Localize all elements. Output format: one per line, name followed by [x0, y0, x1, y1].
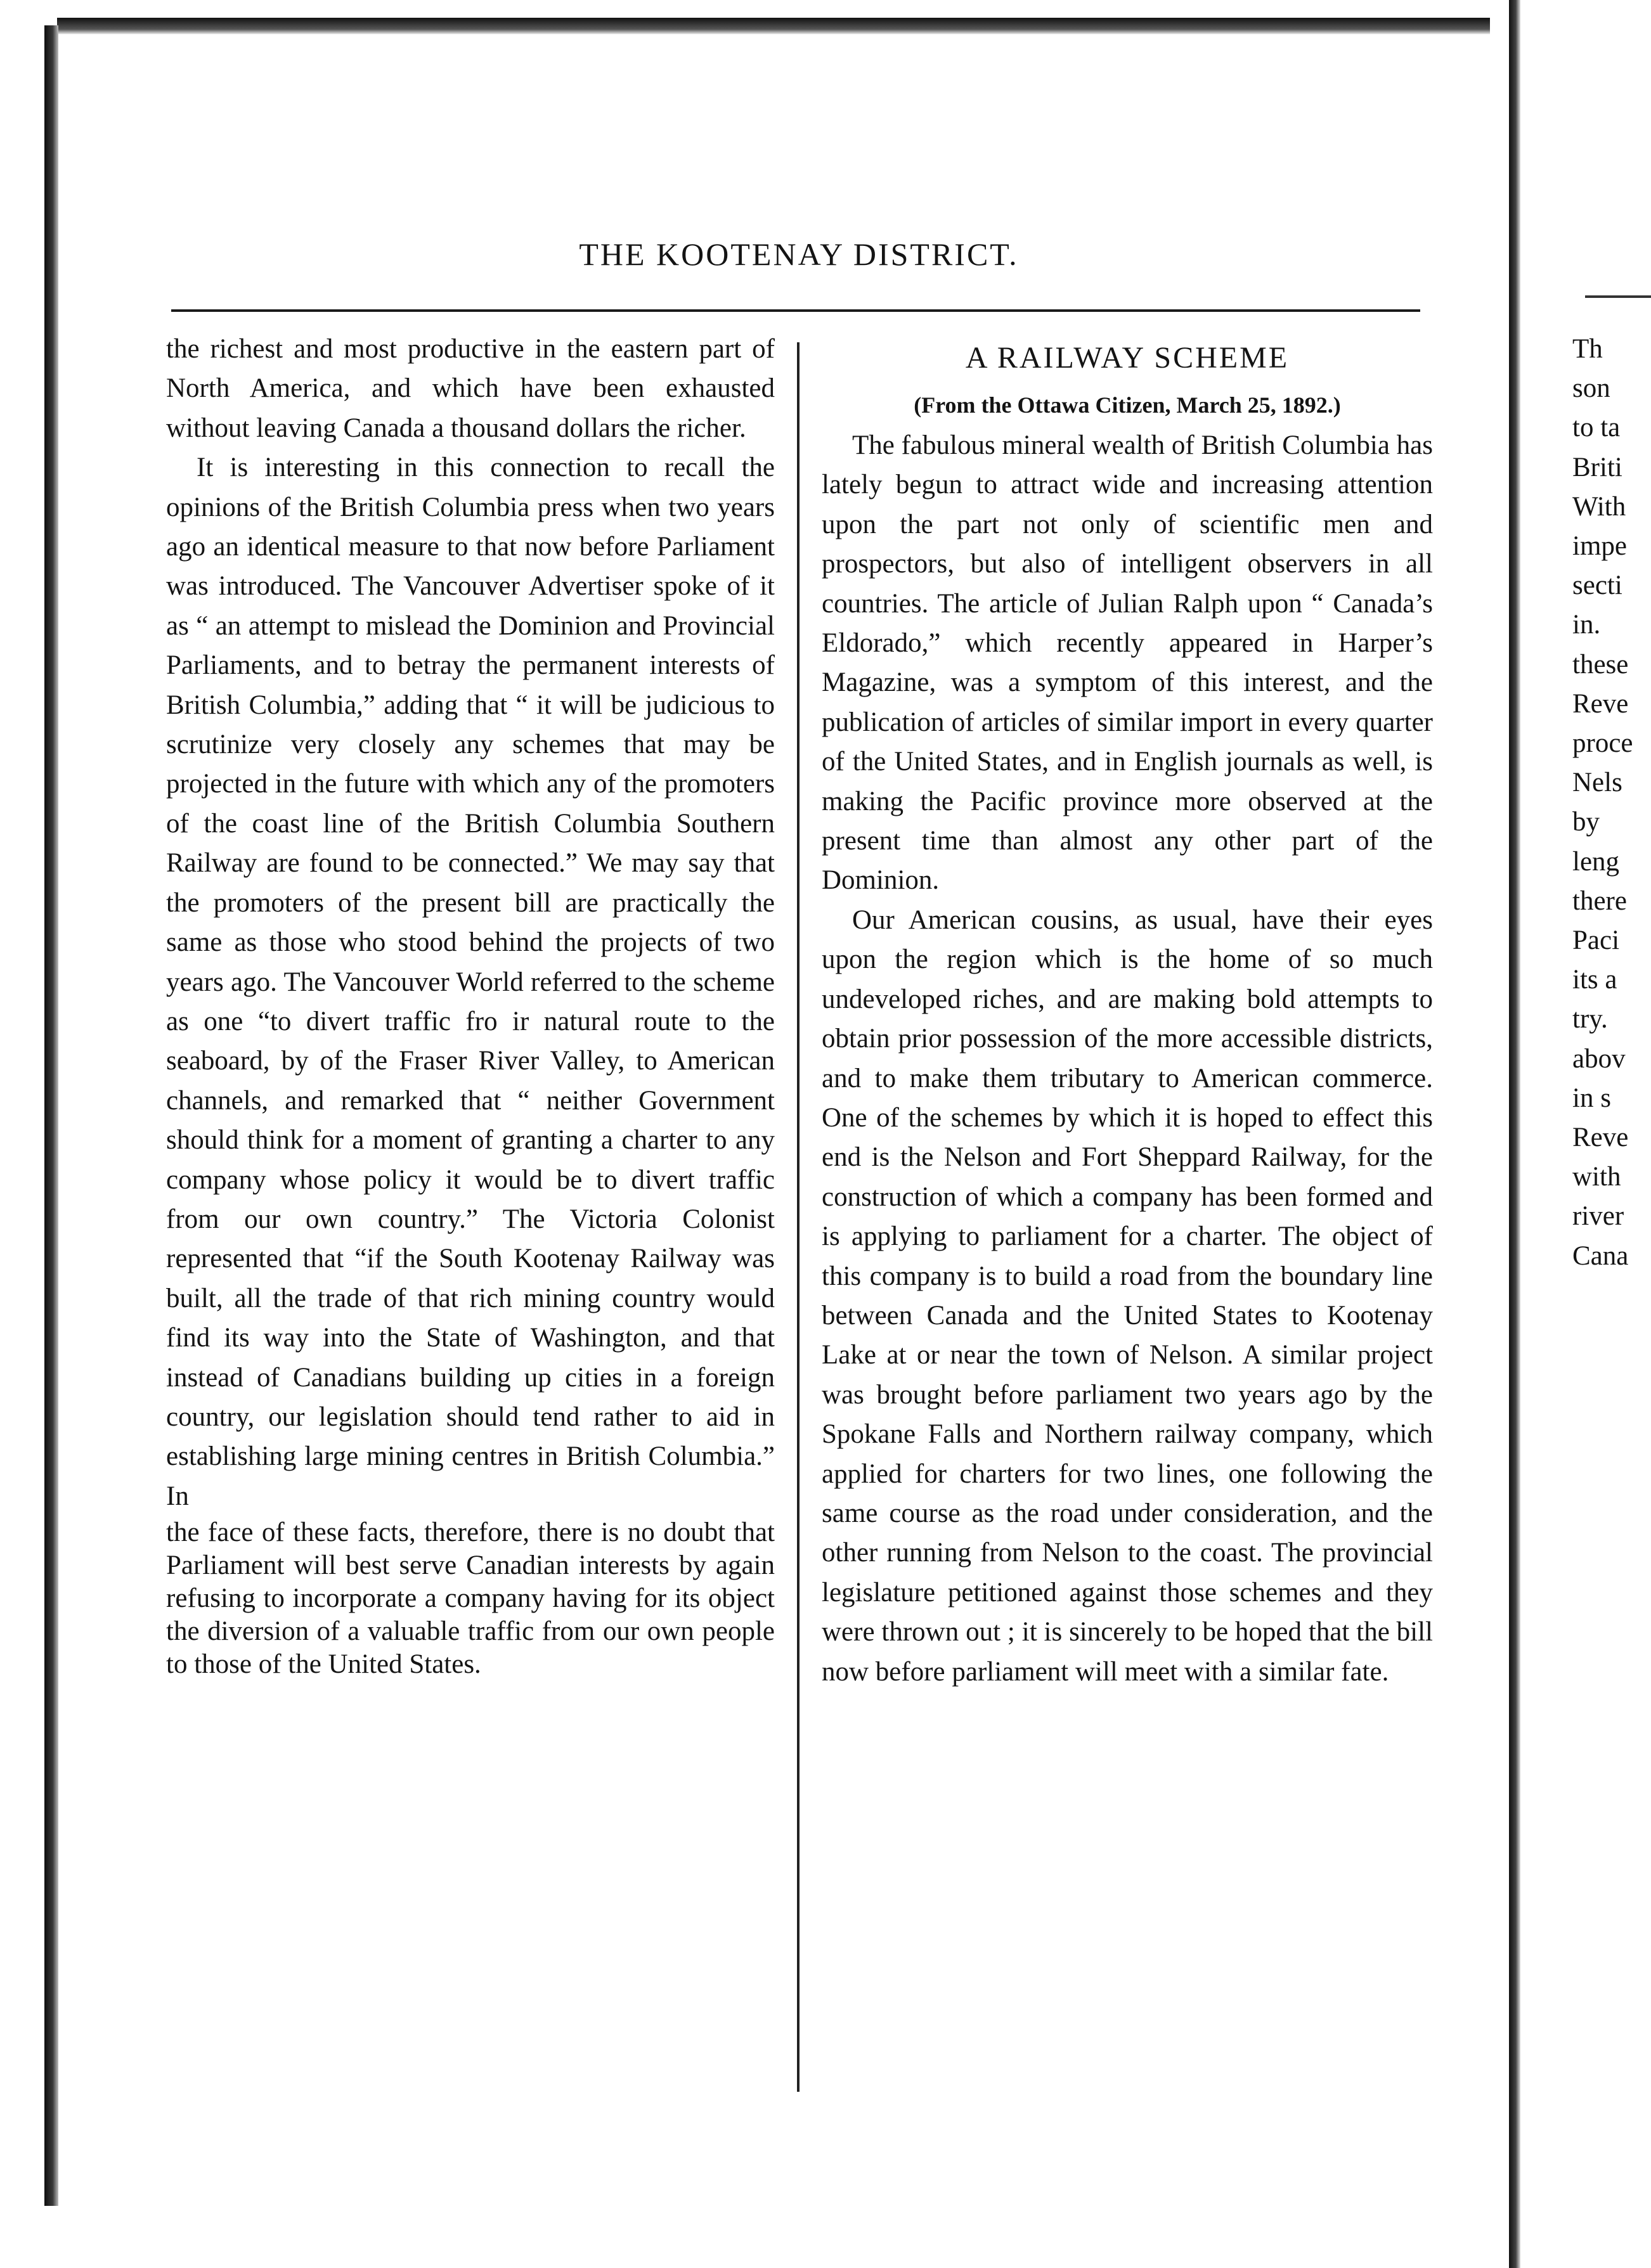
fragment-line: in s: [1572, 1083, 1611, 1113]
fragment-line: abov: [1572, 1043, 1626, 1074]
fragment-line: Paci: [1572, 925, 1620, 956]
right-paragraph-1: The fabulous mineral wealth of British Columbia has lately begun to attract wide and increasing attention upon the part not only of scientific men and prospectors, but also of intelligent observers in all countries. The article of Julian Ralph upon “ Canada’s Eldorado,” which recently appeared in Harper’s Magazine, was a symptom of this interest, and the publication of articles of similar import in every quarter of the United States, and in English journals as well, is making the Pacific province more observed at the present time than almost any other part of the Dominion.: [822, 430, 1433, 896]
left-paragraph-3: the face of these facts, therefore, there is no doubt that Parliament will best serve Canadian interests by again refusing to incorporate a company having for its object the diversion of a valuable traffic from our own people to those of the United States.: [166, 1517, 775, 1680]
scan-top-edge: [57, 18, 1490, 34]
scan-left-edge: [44, 25, 58, 2206]
fragment-line: to ta: [1572, 413, 1621, 443]
running-head: THE KOOTENAY DISTRICT.: [579, 236, 1019, 272]
right-paragraph-2: Our American cousins, as usual, have their eyes upon the region which is the home of so much undeveloped riches, and are making bold attempts to obtain prior possession of the more accessible districts, and to make them tributary to American commerce. One of the schemes by which it is hoped to effect this end is the Nelson and Fort Sheppard Railway, for the construction of which a company has been formed and is applying to parliament for a charter. The object of this company is to build a road from the boundary line between Canada and the United States to Kootenay Lake at or near the town of Nelson. A similar project was brought before parliament two years ago by the Spokane Falls and Northern railway company, which applied for charters for two lines, one following the same course as the road under consideration, and the other running from Nelson to the coast. The provincial legislature petitioned against those schemes and they were thrown out ; it is sincerely to be hoped that the bill now before parliament will meet with a similar fate.: [822, 905, 1433, 1687]
fragment-line: there: [1572, 886, 1627, 916]
header-rule: [171, 309, 1420, 312]
left-column: [166, 330, 775, 1681]
left-paragraph-1: the richest and most productive in the eastern part of North America, and which have been exhausted without leaving Canada a thousand dollars the richer.: [166, 334, 775, 443]
fragment-line: Cana: [1572, 1240, 1629, 1271]
fragment-line: Nels: [1572, 768, 1622, 798]
fragment-line: its a: [1572, 965, 1617, 995]
page-gutter: [1509, 0, 1520, 2268]
column-divider: [797, 342, 800, 2092]
article-source: (From the Ottawa Citizen, March 25, 1892.): [914, 392, 1341, 418]
fragment-line: Th: [1572, 334, 1603, 364]
fragment-line: river: [1572, 1201, 1624, 1232]
fragment-line: these: [1572, 649, 1629, 680]
next-page-rule: [1585, 295, 1651, 298]
fragment-line: try.: [1572, 1004, 1608, 1034]
right-column: [822, 330, 1433, 1692]
fragment-line: proce: [1572, 728, 1633, 759]
fragment-line: secti: [1572, 570, 1622, 601]
fragment-line: leng: [1572, 846, 1620, 877]
fragment-line: with: [1572, 1162, 1621, 1192]
fragment-line: With: [1572, 491, 1626, 522]
fragment-line: son: [1572, 373, 1610, 404]
fragment-line: by: [1572, 807, 1600, 837]
article-title: A RAILWAY SCHEME: [965, 341, 1290, 375]
fragment-line: in.: [1572, 610, 1601, 640]
fragment-line: Briti: [1572, 452, 1622, 482]
fragment-line: Reve: [1572, 1123, 1629, 1153]
fragment-line: impe: [1572, 531, 1627, 562]
next-page-fragment: [1572, 330, 1651, 1276]
fragment-line: Reve: [1572, 688, 1629, 719]
left-paragraph-2: It is interesting in this connection to recall the opinions of the British Columbia press when two years ago an identical measure to that now before Parliament was introduced. The Vancouver Advertiser spoke of it as “ an attempt to mislead the Dominion and Provincial Parliaments, and to betray the permanent interests of British Columbia,” adding that “ it will be judicious to scrutinize very closely any schemes that may be projected in the future with which any of the promoters of the coast line of the British Columbia Southern Railway are found to be connected.” We may say that the promoters of the present bill are practically the same as those who stood behind the projects of two years ago. The Vancouver World referred to the scheme as one “to divert traffic fro ir natural route to the seaboard, by of the Fraser River Valley, to American channels, and remarked that “ neither Government should think for a moment of granting a charter to any company whose policy it would be to divert traffic from our own country.” The Victoria Colonist represented that “if the South Kootenay Railway was built, all the trade of that rich mining country would find its way into the State of Washington, and that instead of Canadians building up cities in a foreign country, our legislation should tend rather to aid in establishing large mining centres in British Columbia.” In: [166, 453, 775, 1511]
